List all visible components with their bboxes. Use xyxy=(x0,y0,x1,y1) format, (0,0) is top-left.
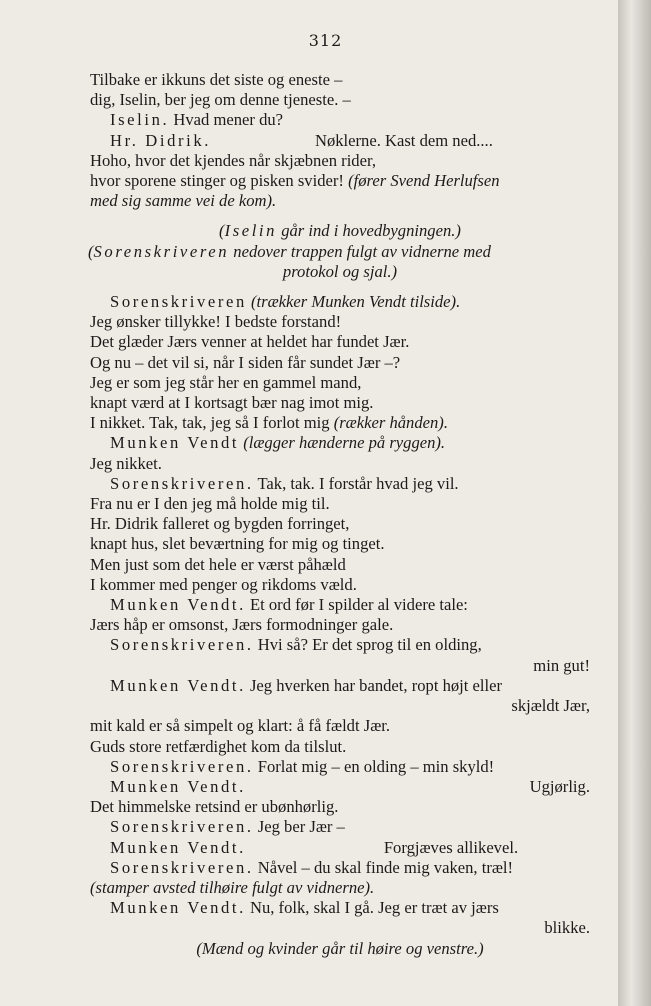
speaker-name: Sorenskriveren. xyxy=(110,473,254,493)
dialogue-text: Et ord før I spilder al videre tale: xyxy=(245,595,468,615)
dialogue-text: Nøklerne. Kast dem ned.... xyxy=(314,130,493,150)
verse-continuation: skjældt Jær, xyxy=(511,696,590,716)
verse-line: Jeg er som jeg står her en gammel mand, xyxy=(90,372,362,392)
speaker-name: Sorenskriveren xyxy=(110,292,247,312)
speaker-name: Munken Vendt. xyxy=(110,776,246,796)
verse-line: Guds store retfærdighet kom da tilslut. xyxy=(90,736,347,756)
dialogue-line xyxy=(90,676,590,696)
dialogue-line xyxy=(90,858,590,878)
verse-line: Fra nu er I den jeg må holde mig til. xyxy=(90,494,330,514)
verse-line: Tilbake er ikkuns det siste og eneste – xyxy=(90,70,343,89)
character-name: Iselin xyxy=(224,221,278,241)
speaker-name: Iselin. xyxy=(110,110,170,130)
verse-line: Det glæder Jærs venner at heldet har fundet Jær. xyxy=(90,332,410,352)
verse-line: Hr. Didrik falleret og bygden forringet, xyxy=(90,514,350,534)
dialogue-line xyxy=(90,433,590,453)
dialogue-line xyxy=(90,110,590,130)
speaker-name: Hr. Didrik. xyxy=(110,130,211,150)
dialogue-text: Jeg ber Jær – xyxy=(253,817,345,837)
stage-direction: (stamper avsted tilhøire fulgt av vidnerne). xyxy=(90,877,375,897)
dialogue-line xyxy=(90,817,590,837)
verse-line: Hoho, hvor det kjendes når skjæbnen rider, xyxy=(90,150,376,170)
verse-continuation: min gut! xyxy=(533,655,590,675)
dialogue-line xyxy=(90,777,590,797)
stage-direction: (fører Svend Herlufsen xyxy=(348,171,500,191)
dialogue-text: Forlat mig – en olding – min skyld! xyxy=(253,756,495,776)
stage-direction: protokol og sjal.) xyxy=(282,261,398,281)
stage-direction: (Sorenskriveren nedover trappen fulgt av vidnerne med xyxy=(88,241,491,261)
stage-direction: (Mænd og kvinder går til høire og venstre.) xyxy=(196,938,484,958)
dialogue-line xyxy=(90,131,590,151)
stage-direction: (trækker Munken Vendt tilside). xyxy=(246,292,461,312)
dialogue-text: I nikket. Tak, tak, jeg så I forlot mig xyxy=(90,413,334,433)
verse-line: Jeg nikket. xyxy=(90,453,162,473)
stage-direction: (lægger hænderne på ryggen). xyxy=(239,433,446,453)
dialogue-text: Forgjæves allikevel. xyxy=(383,837,519,857)
verse-line: I kommer med penger og rikdoms væld. xyxy=(90,574,357,594)
page-number: 312 xyxy=(308,31,343,50)
verse-line: Og nu – det vil si, når I siden får sundet Jær –? xyxy=(90,352,401,372)
dialogue-line xyxy=(90,838,590,858)
verse-line: dig, Iselin, ber jeg om denne tjeneste. – xyxy=(90,90,351,110)
speaker-name: Sorenskriveren. xyxy=(110,756,254,776)
dialogue-line xyxy=(90,292,590,312)
verse-line: Det himmelske retsind er ubønhørlig. xyxy=(90,797,339,817)
speaker-name: Munken Vendt xyxy=(110,433,240,453)
verse-line: Men just som det hele er værst påhæld xyxy=(90,554,346,574)
verse-line: knapt værd at I kortsagt bær nag imot mig. xyxy=(90,393,374,413)
dialogue-text: Tak, tak. I forstår hvad jeg vil. xyxy=(253,473,459,493)
page-text xyxy=(90,70,590,959)
verse-line xyxy=(90,413,590,433)
dialogue-text: Hvi så? Er det sprog til en olding, xyxy=(253,635,482,655)
speaker-name: Munken Vendt. xyxy=(110,898,246,918)
verse-line: Jeg ønsker tillykke! I bedste forstand! xyxy=(90,312,342,332)
speaker-name: Sorenskriveren. xyxy=(110,635,254,655)
stage-direction: med sig samme vei de kom). xyxy=(90,191,277,211)
dialogue-text: Nåvel – du skal finde mig vaken, træl! xyxy=(253,857,514,877)
dialogue-line xyxy=(90,474,590,494)
dialogue-text: Jeg hverken har bandet, ropt højt eller xyxy=(245,675,503,695)
dialogue-line xyxy=(90,635,590,655)
dialogue-line xyxy=(90,595,590,615)
dialogue-text: hvor sporene stinger og pisken svider! xyxy=(90,171,349,191)
speaker-name: Munken Vendt. xyxy=(110,595,246,615)
verse-line: Jærs håp er omsonst, Jærs formodninger gale. xyxy=(90,615,394,635)
verse-line: knapt hus, slet beværtning for mig og tinget. xyxy=(90,534,385,554)
speaker-name: Sorenskriveren. xyxy=(110,817,254,837)
verse-line xyxy=(90,171,590,191)
dialogue-text: Hvad mener du? xyxy=(169,110,284,130)
dialogue-line xyxy=(90,757,590,777)
dialogue-line xyxy=(90,898,590,918)
book-binding-edge xyxy=(618,0,651,1006)
dialogue-text: Nu, folk, skal I gå. Jeg er træt av jærs xyxy=(245,898,499,918)
speaker-name: Munken Vendt. xyxy=(110,837,246,857)
character-name: Sorenskriveren xyxy=(93,241,230,261)
speaker-name: Sorenskriveren. xyxy=(110,857,254,877)
stage-direction: (rækker hånden). xyxy=(333,413,448,433)
dialogue-text: Ugjørlig. xyxy=(529,776,590,796)
speaker-name: Munken Vendt. xyxy=(110,675,246,695)
verse-continuation: blikke. xyxy=(544,918,590,938)
stage-direction: (Iselin går ind i hovedbygningen.) xyxy=(219,221,461,241)
verse-line: mit kald er så simpelt og klart: å få fældt Jær. xyxy=(90,716,391,736)
